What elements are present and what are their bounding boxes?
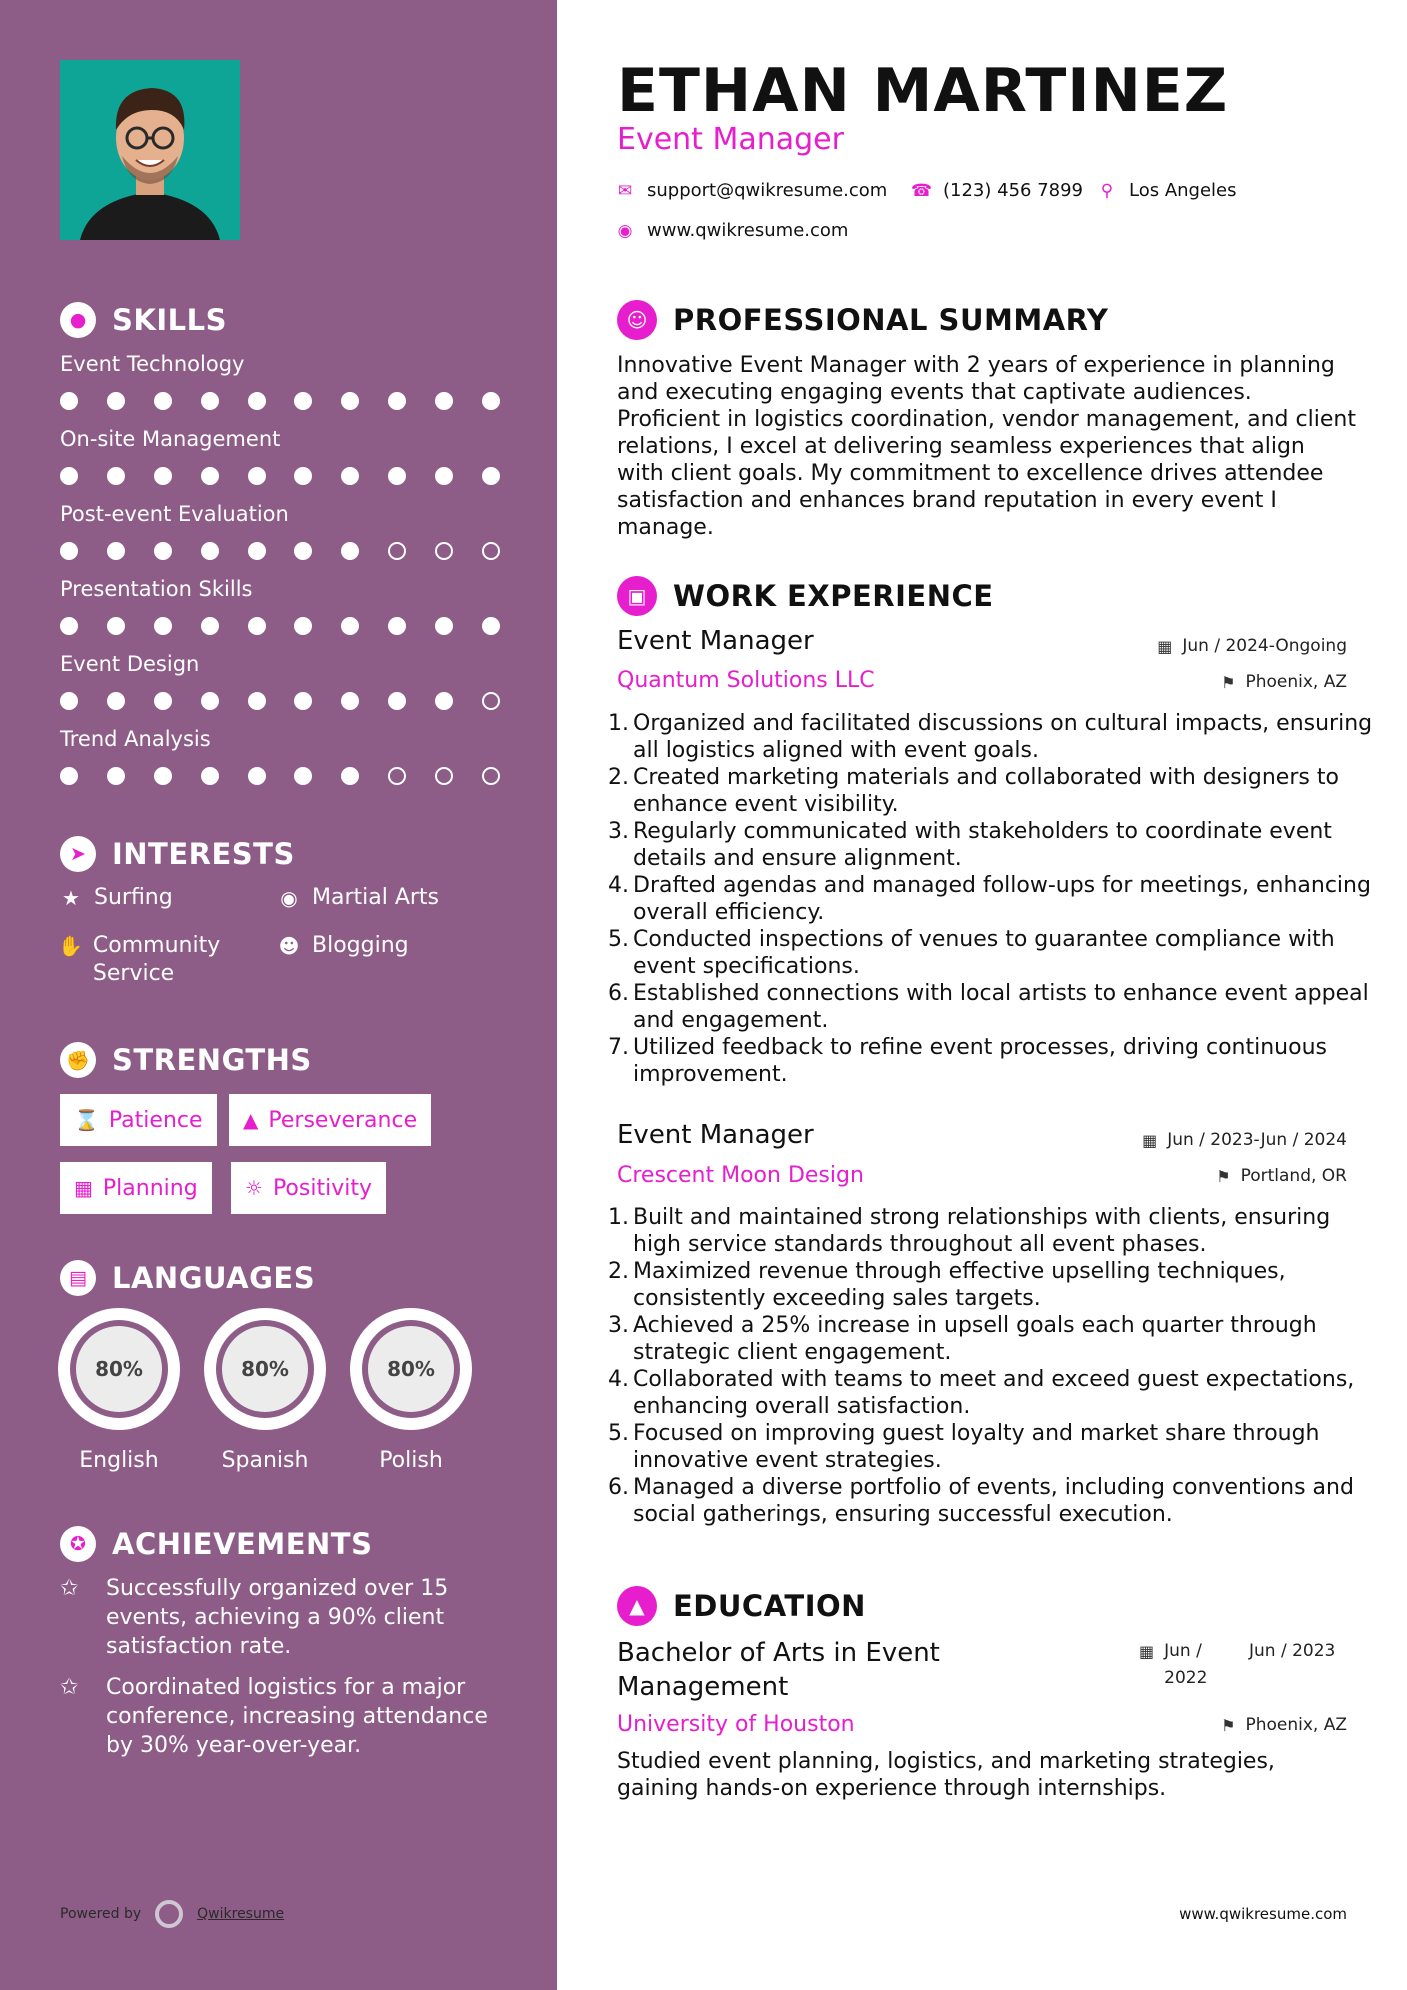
medal-star-icon: ✪	[60, 1526, 96, 1562]
rating-dot-filled	[482, 467, 500, 485]
list-item: 7. Utilized feedback to refine event processes, driving continuous improvement.	[608, 1035, 1327, 1087]
job-dates: ▦ Jun / 2024-Ongoing	[1157, 636, 1347, 656]
job-company: Quantum Solutions LLC	[617, 668, 875, 693]
rating-dot-filled	[435, 617, 453, 635]
job-role: Event Manager	[617, 626, 814, 656]
rating-dot-filled	[388, 692, 406, 710]
rating-dot-filled	[482, 392, 500, 410]
calendar-icon: ▦	[1157, 636, 1173, 656]
rating-dot-filled	[60, 467, 78, 485]
list-item: 6. Established connections with local artists to enhance event appeal and engagement.	[608, 981, 1369, 1033]
rating-dot-filled	[248, 467, 266, 485]
rating-dot-filled	[248, 692, 266, 710]
globe-icon: ◉	[280, 886, 298, 910]
skill-item	[60, 727, 500, 785]
pushpin-icon: ⚑	[1221, 1715, 1236, 1735]
rating-dot-filled	[248, 617, 266, 635]
rating-dot-filled	[107, 542, 125, 560]
language-icon: ▤	[60, 1260, 96, 1296]
job-bullets	[608, 1204, 1377, 1528]
skill-rating	[60, 467, 500, 485]
rating-dot-empty	[435, 767, 453, 785]
rating-dot-filled	[60, 392, 78, 410]
rating-dot-filled	[435, 467, 453, 485]
rating-dot-filled	[107, 692, 125, 710]
language-item: 80% English	[58, 1308, 180, 1473]
skill-rating	[60, 767, 500, 785]
strengths-heading: ✊ STRENGTHS	[60, 1042, 312, 1078]
list-item: 4. Collaborated with teams to meet and exceed guest expectations, enhancing overall satisfaction.	[608, 1367, 1355, 1419]
sidebar	[0, 0, 557, 1990]
rating-dot-filled	[248, 392, 266, 410]
powered-by: Powered by Qwikresume	[60, 1900, 284, 1928]
rating-dot-filled	[294, 767, 312, 785]
skills-heading: ● SKILLS	[60, 302, 227, 338]
summary-text: Innovative Event Manager with 2 years of experience in planning and executing engaging events that captivate audiences. Proficient in logistics coordination, vendor management, and client relations, I excel at delivering seamless experiences that align with client goals. My commitment to excellence drives attendee satisfaction and enhances brand reputation in every event I manage.	[617, 353, 1356, 540]
list-item: 5. Focused on improving guest loyalty and market share through innovative event strategies.	[608, 1421, 1320, 1473]
rating-dot-filled	[294, 617, 312, 635]
languages-heading: ▤ LANGUAGES	[60, 1260, 315, 1296]
job-company: Crescent Moon Design	[617, 1163, 864, 1188]
rating-dot-empty	[482, 692, 500, 710]
language-ring: 80%	[58, 1308, 180, 1430]
skill-item	[60, 352, 500, 410]
pushpin-icon: ⚑	[1216, 1166, 1231, 1186]
rating-dot-empty	[482, 767, 500, 785]
education-start-date: ▦ Jun / 2022	[1139, 1638, 1229, 1692]
rating-dot-empty	[388, 542, 406, 560]
hourglass-icon: ⌛	[74, 1108, 99, 1132]
star-icon: ★	[62, 886, 80, 910]
hand-icon: ✋	[58, 934, 83, 958]
rating-dot-filled	[341, 467, 359, 485]
candidate-title: Event Manager	[617, 122, 844, 157]
users-icon: ☻	[278, 934, 300, 958]
achievements-heading: ✪ ACHIEVEMENTS	[60, 1526, 372, 1562]
contact-location: ⚲ Los Angeles	[1097, 180, 1237, 201]
rating-dot-filled	[435, 692, 453, 710]
rating-dot-filled	[388, 392, 406, 410]
rating-dot-filled	[154, 617, 172, 635]
rating-dot-filled	[388, 467, 406, 485]
skill-item	[60, 502, 500, 560]
list-item: 3. Achieved a 25% increase in upsell goals each quarter through strategic client engagement.	[608, 1313, 1317, 1365]
rating-dot-filled	[201, 542, 219, 560]
skill-item	[60, 652, 500, 710]
interests-heading: ➤ INTERESTS	[60, 836, 295, 872]
briefcase-chair-icon: ▣	[617, 576, 657, 616]
rating-dot-filled	[154, 542, 172, 560]
rating-dot-filled	[248, 542, 266, 560]
rating-dot-filled	[201, 467, 219, 485]
list-item: 2. Maximized revenue through effective upselling techniques, consistently exceeding sales targets.	[608, 1259, 1286, 1311]
rating-dot-filled	[107, 467, 125, 485]
skill-rating	[60, 392, 500, 410]
rating-dot-filled	[482, 617, 500, 635]
rating-dot-filled	[107, 392, 125, 410]
rating-dot-filled	[341, 617, 359, 635]
skill-label: Post-event Evaluation	[60, 502, 289, 526]
rating-dot-filled	[341, 542, 359, 560]
skill-label: On-site Management	[60, 427, 281, 451]
sun-icon: ☼	[245, 1176, 263, 1200]
rating-dot-filled	[201, 392, 219, 410]
list-item: 5. Conducted inspections of venues to guarantee compliance with event specifications.	[608, 927, 1335, 979]
job-location: ⚑ Phoenix, AZ	[1221, 672, 1347, 692]
strength-chip: ☼ Positivity	[231, 1162, 386, 1214]
rating-dot-filled	[435, 392, 453, 410]
rating-dot-filled	[201, 767, 219, 785]
candidate-name: ETHAN MARTINEZ	[617, 56, 1229, 126]
job-bullets	[608, 710, 1377, 1088]
skill-label: Event Design	[60, 652, 200, 676]
education-heading: ▲ EDUCATION	[617, 1586, 866, 1626]
rating-dot-filled	[154, 467, 172, 485]
rating-dot-filled	[107, 617, 125, 635]
interest-item: ☻ Blogging	[276, 932, 409, 960]
strength-chip: ⌛ Patience	[60, 1094, 217, 1146]
skill-label: Presentation Skills	[60, 577, 253, 601]
job-role: Event Manager	[617, 1120, 814, 1150]
skill-item	[60, 427, 500, 485]
experience-heading: ▣ WORK EXPERIENCE	[617, 576, 994, 616]
lightbulb-icon: ●	[60, 302, 96, 338]
list-item: 2. Created marketing materials and collaborated with designers to enhance event visibility.	[608, 765, 1339, 817]
job-dates: ▦ Jun / 2023-Jun / 2024	[1142, 1130, 1347, 1150]
pushpin-icon: ⚑	[1221, 672, 1236, 692]
map-marker-icon: ⚲	[1100, 180, 1114, 201]
rating-dot-filled	[294, 467, 312, 485]
rating-dot-filled	[107, 767, 125, 785]
phone-icon: ☎	[911, 180, 933, 201]
skill-label: Event Technology	[60, 352, 245, 376]
envelope-icon: ✉	[617, 180, 633, 201]
skill-rating	[60, 692, 500, 710]
calendar-icon: ▦	[74, 1176, 93, 1200]
user-icon: ☺	[617, 300, 657, 340]
achievement-item: ✩ Successfully organized over 15 events, achieving a 90% client satisfaction rate.	[60, 1576, 449, 1659]
interest-item: ◉ Martial Arts	[276, 884, 439, 912]
list-item: 4. Drafted agendas and managed follow-ups for meetings, enhancing overall efficiency.	[608, 873, 1371, 925]
rating-dot-filled	[154, 392, 172, 410]
interest-item: ✋ Community Service	[58, 933, 221, 986]
education-location: ⚑ Phoenix, AZ	[1221, 1715, 1347, 1735]
road-icon: ▲	[243, 1108, 259, 1132]
rating-dot-filled	[201, 692, 219, 710]
list-item: 1. Built and maintained strong relationships with clients, ensuring high service standards throughout all event phases.	[608, 1205, 1331, 1257]
rating-dot-filled	[294, 692, 312, 710]
rating-dot-filled	[154, 767, 172, 785]
rating-dot-filled	[201, 617, 219, 635]
list-item: 6. Managed a diverse portfolio of events, including conventions and social gatherings, ensuring successful execution.	[608, 1475, 1354, 1527]
rating-dot-filled	[154, 692, 172, 710]
main-content	[557, 0, 1407, 1990]
rating-dot-empty	[388, 767, 406, 785]
job-location: ⚑ Portland, OR	[1216, 1166, 1347, 1186]
education-school: University of Houston	[617, 1712, 855, 1737]
language-item: 80% Spanish	[204, 1308, 326, 1473]
shooting-star-icon: ✩	[60, 1675, 79, 1700]
graduation-icon: ▲	[617, 1586, 657, 1626]
rating-dot-filled	[248, 767, 266, 785]
rating-dot-filled	[60, 617, 78, 635]
rating-dot-filled	[60, 692, 78, 710]
rating-dot-filled	[294, 392, 312, 410]
rating-dot-empty	[435, 542, 453, 560]
fist-icon: ✊	[60, 1042, 96, 1078]
achievement-item: ✩ Coordinated logistics for a major conference, increasing attendance by 30% year-over-year.	[60, 1675, 488, 1758]
strength-chip: ▲ Perseverance	[229, 1094, 431, 1146]
footer-website-link[interactable]: www.qwikresume.com	[1179, 1905, 1347, 1923]
education-end-date: Jun / 2023	[1249, 1641, 1336, 1661]
qwikresume-logo-icon	[155, 1900, 183, 1928]
language-item: 80% Polish	[350, 1308, 472, 1473]
skill-rating	[60, 542, 500, 560]
strength-chip: ▦ Planning	[60, 1162, 212, 1214]
skill-label: Trend Analysis	[60, 727, 211, 751]
rating-dot-filled	[341, 392, 359, 410]
education-description: Studied event planning, logistics, and marketing strategies, gaining hands-on experience through internships.	[617, 1749, 1275, 1801]
interest-item: ★ Surfing	[58, 884, 173, 912]
rating-dot-filled	[60, 767, 78, 785]
list-item: 3. Regularly communicated with stakeholders to coordinate event details and ensure alignment.	[608, 819, 1332, 871]
profile-photo	[60, 60, 240, 240]
skill-rating	[60, 617, 500, 635]
education-degree: Bachelor of Arts in Event Management	[617, 1638, 940, 1702]
summary-heading: ☺ PROFESSIONAL SUMMARY	[617, 300, 1108, 340]
rating-dot-filled	[341, 767, 359, 785]
paper-plane-icon: ➤	[60, 836, 96, 872]
language-ring: 80%	[350, 1308, 472, 1430]
calendar-icon: ▦	[1142, 1130, 1158, 1150]
calendar-icon: ▦	[1139, 1642, 1155, 1661]
contact-website[interactable]: ◉ www.qwikresume.com	[615, 220, 848, 241]
qwikresume-link[interactable]: Qwikresume	[197, 1906, 285, 1922]
rating-dot-filled	[60, 542, 78, 560]
language-ring: 80%	[204, 1308, 326, 1430]
rating-dot-filled	[388, 617, 406, 635]
list-item: 1. Organized and facilitated discussions on cultural impacts, ensuring all logistics aligned with event goals.	[608, 711, 1373, 763]
rating-dot-filled	[294, 542, 312, 560]
contact-phone[interactable]: ☎ (123) 456 7899	[911, 180, 1084, 201]
contact-email[interactable]: ✉ support@qwikresume.com	[615, 180, 887, 201]
shooting-star-icon: ✩	[60, 1576, 79, 1601]
globe-icon: ◉	[617, 220, 633, 241]
rating-dot-empty	[482, 542, 500, 560]
skill-item	[60, 577, 500, 635]
rating-dot-filled	[341, 692, 359, 710]
